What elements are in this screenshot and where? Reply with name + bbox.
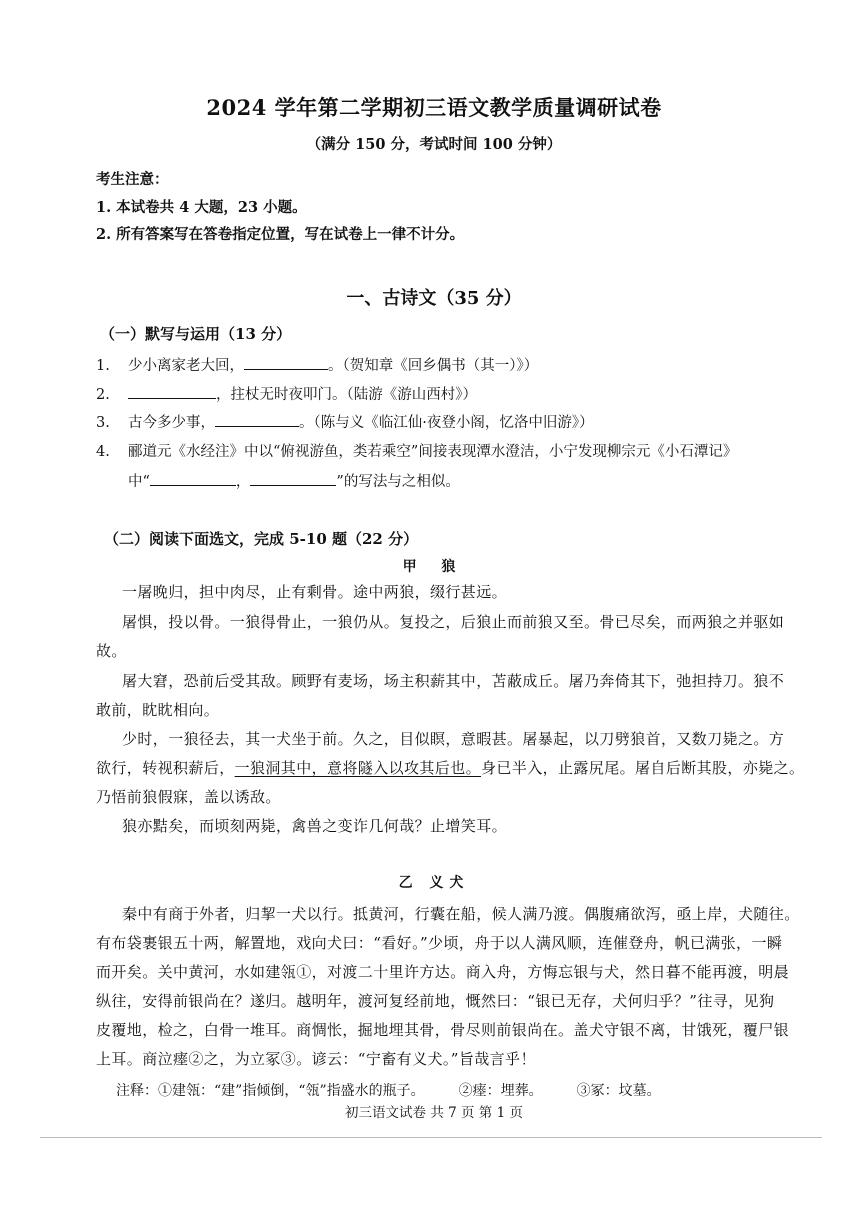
passage-a-title: 甲 狼 [402,559,466,575]
question-text: 郦道元《水经注》中以“俯视游鱼，类若乘空”间接表现潭水澄洁，小宁发现柳宗元《小石潭记》 [128,444,738,460]
part1-heading: （一）默写与运用（13 分） [100,325,292,343]
passage-line: 少时，一狼径去，其一犬坐于前。久之，目似瞑，意暇甚。屠暴起，以刀劈狼首，又数刀毙之。方 [122,730,785,748]
footnotes [116,1080,695,1100]
section-title: 一、古诗文（35 分） [346,288,522,309]
question-text: 。（陈与义《临江仙·夜登小阁，忆洛中旧游》） [299,415,594,431]
passage-line: 纵往，安得前银尚在？遂归。越明年，渡河复经前地，慨然曰：“银已无存，犬何归乎？”往寻，见狗 [96,992,775,1010]
passage-line: 狼亦黠矣，而顷刻两毙，禽兽之变诈几何哉？止增笑耳。 [122,817,508,835]
footnote-3: ③冢：坟墓。 [576,1083,661,1099]
passage-line: 上耳。商泣瘗②之，为立冢③。谚云：“宁畜有义犬。”旨哉言乎！ [96,1050,536,1068]
question-text: ，拄杖无时夜叩门。（陆游《游山西村》） [216,387,477,403]
passage-line: 敢前，眈眈相向。 [96,701,220,719]
question-4 [96,440,737,461]
passage-line: 乃悟前狼假寐，盖以诱敌。 [96,788,281,806]
notice-heading: 考生注意： [96,171,169,188]
question-number: 2. [96,387,110,403]
question-text: 中“ [128,474,150,490]
question-3 [96,411,594,432]
page-title: 2024 学年第二学期初三语文教学质量调研试卷 [206,95,662,120]
question-number: 4. [96,444,110,460]
divider [40,1137,822,1138]
question-number: 3. [96,415,110,431]
passage-line: 故。 [96,642,127,660]
passage-line: 秦中有商于外者，归挈一犬以行。抵黄河，行囊在船，候人满乃渡。偶腹痛欲泻，亟上岸，犬随往。 [122,905,800,923]
question-text: 。（贺知章《回乡偶书（其一）》） [328,358,539,374]
question-2 [96,383,477,404]
question-4-line-2 [128,470,460,491]
page-footer: 初三语文试卷 共 7 页 第 1 页 [345,1105,523,1121]
question-text: ”的写法与之相似。 [336,474,460,490]
passage-line: 有布袋裹银五十两，解置地，戏向犬曰：“看好。”少顷，舟于以人满风顺，连催登舟，帆已满张，一瞬 [96,934,783,952]
notice-item-2: 2. 所有答案写在答卷指定位置，写在试卷上一律不计分。 [96,226,465,243]
answer-blank[interactable] [244,355,328,370]
answer-blank[interactable] [215,412,299,427]
passage-b-title: 乙 义犬 [398,875,470,891]
part2-heading: （二）阅读下面选文，完成 5-10 题（22 分） [104,530,419,548]
answer-blank[interactable] [250,471,336,486]
answer-blank[interactable] [128,384,216,399]
page-subtitle: （满分 150 分，考试时间 100 分钟） [306,136,562,153]
question-text: ， [235,474,251,490]
question-number: 1. [96,358,110,374]
underlined-sentence: 一狼洞其中，意将隧入以攻其后也。 [234,759,482,777]
footnote-1: 注释：①建瓴：“建”指倾倒，“瓴”指盛水的瓶子。 [116,1083,425,1099]
passage-line: 屠大窘，恐前后受其敌。顾野有麦场，场主积薪其中，苫蔽成丘。屠乃奔倚其下，弛担持刀。狼不 [122,672,785,690]
passage-line: 屠惧，投以骨。一狼得骨止，一狼仍从。复投之，后狼止而前狼又至。骨已尽矣，而两狼之并驱如 [122,613,785,631]
question-1 [96,354,538,375]
footnote-2: ②瘗：埋葬。 [458,1083,543,1099]
answer-blank[interactable] [150,471,236,486]
passage-line: 皮覆地，检之，白骨一堆耳。商惆怅，掘地埋其骨，骨尽则前银尚在。盖犬守银不离，甘饿死，覆尸银 [96,1021,790,1039]
passage-line [96,757,805,778]
passage-line: 一屠晚归，担中肉尽，止有剩骨。途中两狼，缀行甚远。 [122,583,508,601]
question-text: 古今多少事， [128,415,215,431]
passage-line: 而开矣。关中黄河，水如建瓴①，对渡二十里许方达。商入舟，方悔忘银与犬，然日暮不能再渡，明晨 [96,963,790,981]
question-text: 少小离家老大回， [128,358,244,374]
notice-item-1: 1. 本试卷共 4 大题，23 小题。 [96,199,307,216]
passage-text: 欲行，转视积薪后， [96,759,235,777]
passage-text: 身已半入，止露尻尾。屠自后断其股，亦毙之。 [481,759,805,777]
